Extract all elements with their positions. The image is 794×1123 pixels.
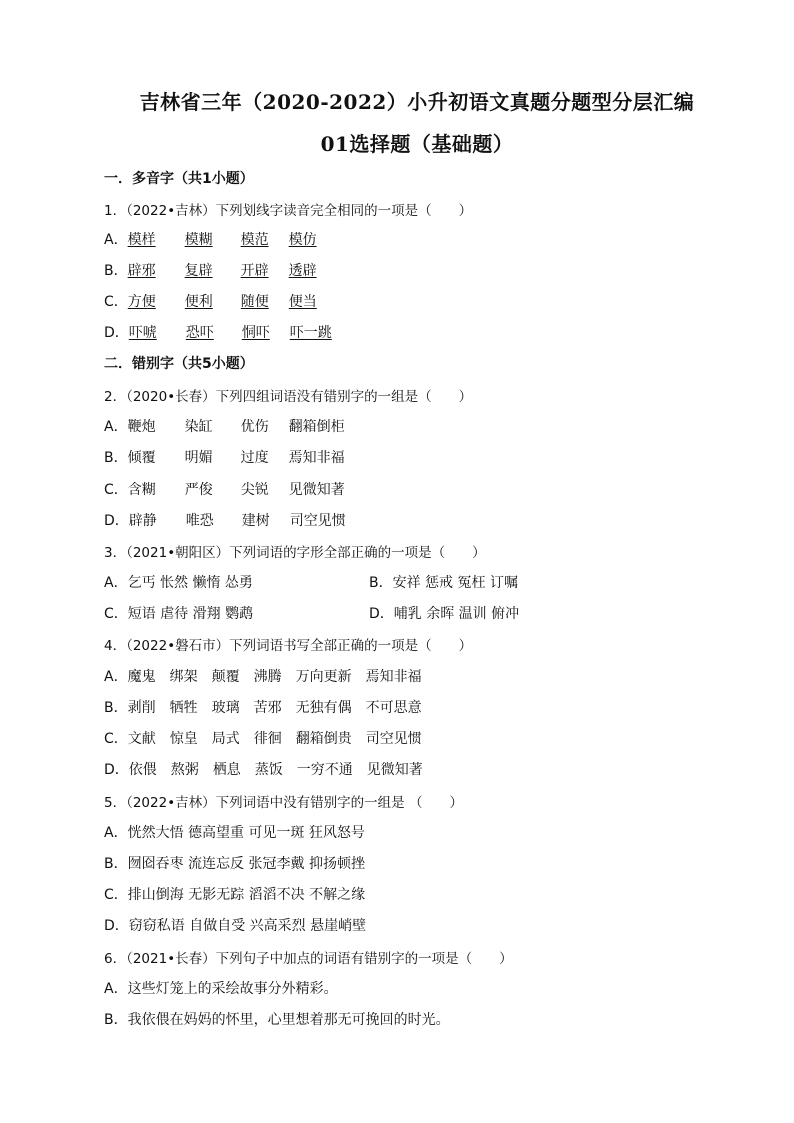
- option-word: 开辟: [240, 263, 269, 279]
- option-letter: B．: [104, 450, 128, 466]
- option-letter: C．: [104, 731, 128, 747]
- option-word: 见微知著: [288, 482, 345, 498]
- question-2-stem: 2．（2020•长春）下列四组词语没有错别字的一组是（ ）: [104, 389, 473, 405]
- question-5-option-d: [104, 915, 366, 935]
- option-letter: B．: [104, 700, 128, 716]
- option-letter: A．: [104, 669, 128, 685]
- option-text: 魔鬼 绑架 颠覆 沸腾 万向更新 焉知非福: [127, 669, 422, 685]
- option-letter: D．: [104, 762, 129, 778]
- question-5-stem: 5．（2022•吉林）下列词语中没有错别字的一组是 （ ）: [104, 795, 463, 811]
- option-letter: C．: [104, 294, 128, 310]
- option-letter: D．: [104, 325, 129, 341]
- question-2-option-c: [104, 479, 345, 499]
- question-1-stem: 1．（2022•吉林）下列划线字读音完全相同的一项是（ ）: [104, 203, 473, 219]
- option-word: 明媚: [184, 450, 213, 466]
- question-1-option-b: [104, 260, 317, 280]
- option-word: 尖锐: [240, 482, 269, 498]
- option-text: 恍然大悟 德高望重 可见一斑 狂风怒号: [127, 825, 365, 841]
- option-word: 建树: [241, 513, 270, 529]
- option-word: 透辟: [288, 263, 317, 279]
- option-letter: D．: [104, 513, 129, 529]
- option-word: 焉知非福: [288, 450, 345, 466]
- question-3-option-c: C．短语 虐待 滑翔 鹦鹉: [104, 606, 254, 622]
- option-letter: A．: [104, 419, 128, 435]
- question-1-option-c: [104, 291, 317, 311]
- section-heading-typos: 二．错别字（共5小题）: [104, 356, 254, 372]
- section-heading-polyphone: 一．多音字（共1小题）: [104, 171, 254, 187]
- option-letter: B．: [104, 856, 128, 872]
- option-text: 排山倒海 无影无踪 滔滔不决 不解之缘: [127, 887, 366, 903]
- option-word: 司空见惯: [289, 513, 346, 529]
- option-word: 恫吓: [241, 325, 270, 341]
- option-word: 模样: [127, 232, 156, 248]
- question-4-option-a: [104, 666, 422, 686]
- option-word: 模范: [240, 232, 269, 248]
- document-title: 吉林省三年（2020-2022）小升初语文真题分题型分层汇编: [139, 90, 695, 114]
- question-5-option-b: [104, 853, 365, 873]
- option-word: 吓唬: [128, 325, 157, 341]
- option-word: 严俊: [184, 482, 213, 498]
- option-word: 优伤: [240, 419, 269, 435]
- option-word: 辟邪: [127, 263, 156, 279]
- option-word: 复辟: [184, 263, 213, 279]
- option-letter: D．: [104, 918, 129, 934]
- question-4-option-b: [104, 697, 422, 717]
- option-word: 吓一跳: [289, 325, 332, 341]
- question-3-stem: 3．（2021•朝阳区）下列词语的字形全部正确的一项是（ ）: [104, 545, 486, 561]
- option-letter: A．: [104, 232, 128, 248]
- option-word: 便当: [288, 294, 317, 310]
- option-text: 依偎 熬粥 栖息 蒸饭 一穷不通 见微知著: [128, 762, 423, 778]
- option-word: 唯恐: [185, 513, 214, 529]
- option-word: 随便: [240, 294, 269, 310]
- option-word: 倾覆: [127, 450, 156, 466]
- question-4-option-d: [104, 759, 423, 779]
- option-text: 囫囵吞枣 流连忘反 张冠李戴 抑扬顿挫: [127, 856, 365, 872]
- option-letter: C．: [104, 482, 128, 498]
- option-letter: B．: [104, 263, 128, 279]
- question-4-option-c: [104, 728, 422, 748]
- question-2-option-a: [104, 416, 345, 436]
- option-word: 染缸: [184, 419, 213, 435]
- question-5-option-c: [104, 884, 365, 904]
- option-word: 辟静: [128, 513, 157, 529]
- question-2-option-b: [104, 447, 345, 467]
- option-word: 恐吓: [185, 325, 214, 341]
- question-6-option-b: B．我依偎在妈妈的怀里，心里想着那无可挽回的时光。: [104, 1012, 450, 1028]
- question-3-option-d: D．哺乳 余晖 温训 俯冲: [369, 606, 520, 622]
- option-word: 模糊: [184, 232, 213, 248]
- option-letter: C．: [104, 887, 128, 903]
- option-text: 剥削 牺牲 玻璃 苦邪 无独有偶 不可思意: [127, 700, 422, 716]
- question-4-stem: 4．（2022•磐石市）下列词语书写全部正确的一项是（ ）: [104, 638, 473, 654]
- option-word: 含糊: [127, 482, 156, 498]
- question-1-option-d: [104, 322, 332, 342]
- question-5-option-a: [104, 822, 365, 842]
- option-text: 文献 惊皇 局式 徘徊 翻箱倒贵 司空见惯: [127, 731, 422, 747]
- question-3-option-b: B．安祥 惩戒 冤枉 订嘱: [369, 575, 518, 591]
- question-1-option-a: [104, 229, 317, 249]
- option-letter: A．: [104, 825, 128, 841]
- option-word: 翻箱倒柜: [288, 419, 345, 435]
- question-2-option-d: [104, 510, 346, 530]
- option-text: 窃窃私语 自做自受 兴高采烈 悬崖峭壁: [128, 918, 367, 934]
- option-word: 模仿: [288, 232, 317, 248]
- question-3-option-a: A．乞丐 怅然 懒惰 怂勇: [104, 575, 253, 591]
- document-subtitle: 01选择题（基础题）: [320, 132, 514, 156]
- question-6-option-a: A．这些灯笼上的采绘故事分外精彩。: [104, 981, 338, 997]
- option-word: 过度: [240, 450, 269, 466]
- option-word: 方便: [127, 294, 156, 310]
- option-word: 便利: [184, 294, 213, 310]
- option-word: 鞭炮: [127, 419, 156, 435]
- question-6-stem: 6．（2021•长春）下列句子中加点的词语有错别字的一项是（ ）: [104, 951, 513, 967]
